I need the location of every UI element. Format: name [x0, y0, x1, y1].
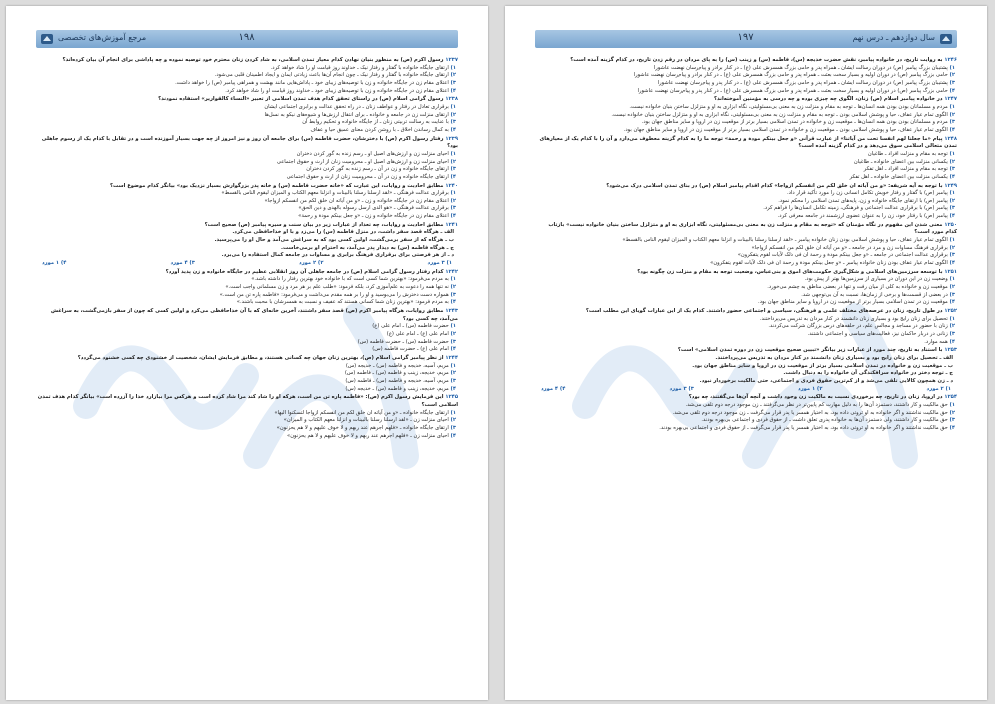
option-marker: ۳) — [450, 119, 456, 126]
question-text: با توجه به آیه شریفه: «و من آیاته ان خلق لکم من انفسکم ازواجا» کدام اقدام پیامبر اسلام (ص) در بنای تمدن اسلامی درک می‌شود؟ — [606, 182, 943, 189]
answer-option — [535, 119, 957, 127]
page-content — [535, 56, 957, 682]
option-marker: ۳) — [949, 252, 955, 259]
answer-option — [36, 80, 458, 88]
question-number: ۱۲۴۳ — [445, 308, 458, 314]
question-text: به روایت تاریخ، در خانواده پیامبر، نقش حضرت خدیجه (س)، فاطمه (س) و زینب (س) را به پای مردان در رقم زدن تاریخ، در کدام گزینه آمده است؟ — [570, 57, 943, 63]
answer-option — [36, 433, 458, 441]
option-marker: ۳) — [450, 424, 456, 431]
option-text: مریم، آسیه، خدیجه و فاطمه (س) ـ خدیجه (س) — [345, 362, 449, 369]
answer-option — [535, 151, 957, 159]
question-number: ۱۲۴۶ — [944, 57, 957, 63]
answer-option — [36, 363, 458, 371]
publisher-logo-icon — [939, 32, 953, 46]
answer-option — [36, 331, 458, 339]
answer-option — [535, 299, 957, 307]
question-text: رفتار رسول اکرم (ص) با دخترشان، حضرت فاطمه (س) برای جامعه آن روز و نیز امروز از چه جهت بسیار آموزنده است و در تقابل با کدام یک از رسوم جاهلی بود؟ — [41, 135, 458, 150]
option-text: ارتقای جایگاه خانواده ـ «فلهم اجرهم عند ربهم و لا خوف علیهم و لا هم یحزنون» — [276, 424, 449, 431]
option-marker: ۴) — [949, 213, 955, 220]
option-marker: ۱) — [949, 103, 955, 110]
option-marker: ۱) — [949, 315, 955, 322]
answer-option — [535, 323, 957, 331]
option-marker: ۴) — [949, 338, 955, 345]
option-text: برقراری فرهنگ مساوات زن و مرد در جامعه ـ «و من آیاته ان خلق لکم من انفسکم ازواجا» — [751, 244, 948, 251]
option-text: حضرت فاطمه (س) ـ حضرت فاطمه (س) — [357, 338, 449, 345]
question-text: کدام رفتار رسول گرامی اسلام (ص) در جامعه جاهلی آن روز انقلابی عظیم در جایگاه خانواده و زن پدید آورد؟ — [165, 268, 444, 275]
statement: ج ـ هرگاه فاطمه (س) به دیدار پدر می‌آمد، به احترام او برمی‌خاست. — [280, 244, 454, 251]
running-head: سال دوازدهم ـ درس نهم — [852, 33, 935, 42]
question-number: ۱۲۳۷ — [445, 57, 458, 63]
option-text: حق مالکیت و کار داشتند، دستمزد آن‌ها را به دلیل مهارت کم پایین‌تر در نظر می‌گرفتند ـ زن موجود درجه دوم تلقی می‌شد. — [685, 401, 948, 408]
option-marker: ۳) — [450, 377, 456, 384]
option-text: پشتیبان بزرگ پیامبر (ص) در دوران رسالت ایشان ـ همراه پدر و حامی بزرگ همسرش علی (ع) ـ در کنار پدر و پیام‌رسان نهضت عاشورا — [657, 79, 948, 86]
page-header — [535, 30, 957, 48]
answer-option — [535, 166, 957, 174]
question — [535, 136, 957, 151]
count-option: ۱) ۲ مورد — [926, 385, 951, 392]
option-text: امام علی (ع) ـ حضرت فاطمه (س) — [372, 346, 449, 353]
question — [36, 269, 458, 277]
answer-option — [535, 276, 957, 284]
option-text: مریم، خدیجه، زینب و فاطمه (س) ـ خدیجه (س) — [345, 385, 449, 392]
option-text: الگوی تمام عیار عفاف، حیا و پوشش اسلامی بودن ـ موقعیت زن و خانواده در تمدن اسلامی بسیار برتر از موقعیت زن در اروپا و سایر مناطق جهان بود. — [623, 126, 948, 133]
option-text: برقراری تعادل در رفتار و عواطف زنان ـ در راه تحقق عدالت و برابری اجتماعی ایشان — [264, 103, 449, 110]
page-number: ۱۹۸ — [238, 32, 255, 43]
option-marker: ۱) — [949, 64, 955, 71]
option-marker: ۱) — [949, 401, 955, 408]
answer-option — [36, 370, 458, 378]
option-text: اعتلای مقام زن در جایگاه خانواده و زن با توصیه‌های زیبای خود ـ پاداش‌هایی مانند بهشت و همراهی پیامبر (ص) را خواهد داشت. — [175, 79, 449, 86]
count-option: ۲) ۱ مورد — [798, 385, 823, 392]
question — [36, 308, 458, 323]
question-number: ۱۲۴۹ — [944, 182, 957, 189]
option-marker: ۴) — [450, 385, 456, 392]
option-marker: ۴) — [450, 87, 456, 94]
option-marker: ۲) — [450, 417, 456, 424]
option-marker: ۳) — [949, 166, 955, 173]
option-text: اعتلای مقام زن در جایگاه خانواده و زن ـ «و جعل بینکم مودة و رحمة» — [298, 213, 449, 220]
option-marker: ۱) — [949, 190, 955, 197]
option-marker: ۳) — [450, 205, 456, 212]
option-marker: ۲) — [949, 72, 955, 79]
option-marker: ۲) — [450, 330, 456, 337]
answer-option — [36, 88, 458, 96]
option-text: حق مالکیت و کار داشتند، ولی دستمزد آن‌ها به خانواده پدری تعلق داشت ـ از حقوق فردی و اجتماعی بی‌بهره بودند. — [701, 417, 948, 424]
answer-option — [36, 292, 458, 300]
page-number: ۱۹۷ — [737, 32, 754, 43]
answer-option — [36, 346, 458, 354]
question-number: ۱۲۵۱ — [944, 268, 957, 275]
question-text: با استناد به تاریخ، چند مورد از عبارات زیر بیانگر «تبیین صحیح موقعیت زن در دوره تمدن اسلامی» است؟ — [677, 347, 943, 354]
answer-option — [535, 104, 957, 112]
answer-option — [36, 299, 458, 307]
option-text: ارتقای جایگاه خانواده با گفتار و رفتار نیک ـ خداوند روز قیامت او را شاد خواهد کرد. — [270, 64, 449, 71]
option-text: ارتقای جایگاه خانواده و زن در آن ـ رسم زنده به گور کردن دختران — [306, 166, 449, 173]
question — [535, 394, 957, 402]
option-text: حق مالکیت نداشتند و اگر خانواده به او ثروتی داده بود، به اختیار همسر یا پدر قرار می‌گرفت ـ از حقوق فردی و اجتماعی بی‌بهره بودند. — [659, 424, 948, 431]
option-text: احیای منزلت زن ـ «لقد ارسلنا رسلنا بالبینات و انزلنا معهم الکتاب و المیزان» — [283, 417, 449, 424]
option-marker: ۲) — [949, 197, 955, 204]
question — [535, 222, 957, 237]
option-text: امام علی (ع) ـ امام علی (ع) — [386, 330, 449, 337]
option-text: حضرت فاطمه (س) ـ امام علی (ع) — [372, 323, 449, 330]
question-number: ۱۲۴۷ — [944, 96, 957, 103]
option-text: موقعیت زن در تمدن اسلامی بسیار برتر از موقعیت زن در اروپا و سایر مناطق جهان بود. — [758, 299, 948, 306]
answer-option — [36, 174, 458, 182]
option-marker: ۲) — [949, 158, 955, 165]
option-marker: ۳) — [949, 119, 955, 126]
option-marker: ۳) — [949, 330, 955, 337]
option-text: موقعیت زن و خانواده به کلی از میان رفت و تنها در بعضی مناطق به چشم می‌خورد. — [767, 284, 948, 291]
option-text: حامی بزرگ پیامبر (ص) در دوران اولیه و بسیار سخت بعثت ـ همراه پدر و حامی بزرگ همسرش علی (ع) ـ در کنار برادر و پیام‌رسان نهضت عاشورا — [633, 72, 948, 79]
option-marker: ۱) — [450, 323, 456, 330]
question-number: ۱۲۳۹ — [445, 135, 458, 142]
option-marker: ۴) — [450, 346, 456, 353]
question-text: رسول گرامی اسلام (ص) در راستای تحقق کدام هدف تمدن اسلامی از تعبیر «النساء کالقوارير» استفاده نمودند؟ — [158, 96, 444, 103]
question-text: از نظر پیامبر گرامی اسلام (ص)، بهترین زنان جهان چه کسانی هستند، و مطابق فرمایش ایشان، شخصیت از خشنودی چه کسی خشنود می‌گردد؟ — [77, 354, 444, 361]
answer-option — [535, 417, 957, 425]
statement: د ـ از هر فرصتی برای برقراری فرهنگ برابری و مساوات در جامعه کمال استفاده را می‌برد. — [221, 252, 454, 259]
count-option: ۴) ۴ مورد — [541, 385, 566, 392]
answer-option — [535, 237, 957, 245]
question-text: مطابق روایات، هرگاه پیامبر اکرم (ص) قصد سفر داشتند، آخرین خانه‌ای که با آن خداحافظی می‌کرد و اولین کسی که چون از سفر بازمی‌گشت، به سراغش می‌آمد، چه کسی بود؟ — [50, 308, 458, 322]
option-text: ارتقای منزلت زن در جامعه و خانواده ـ برای انتقال ارزش‌ها و شیوه‌های نیکو به نسل‌ها — [264, 111, 449, 118]
answer-option — [36, 284, 458, 292]
answer-option — [36, 119, 458, 127]
option-marker: ۱) — [450, 103, 456, 110]
answer-option — [535, 402, 957, 410]
question — [36, 96, 458, 104]
option-text: همه موارد. — [924, 338, 948, 345]
option-marker: ۱) — [450, 190, 456, 197]
question — [36, 183, 458, 191]
answer-option — [36, 410, 458, 418]
answer-option — [535, 190, 957, 198]
count-option: ۲) ۲ مورد — [299, 260, 324, 267]
option-text: ارتقای جایگاه خانواده و زن در آن ـ محرومیت زنان از ارث و حقوق اجتماعی — [286, 173, 449, 180]
question-number: ۱۲۴۴ — [445, 354, 458, 361]
answer-option — [36, 323, 458, 331]
option-text: مریم، آسیه، خدیجه و فاطمه (س) ـ فاطمه (س) — [345, 377, 449, 384]
option-marker: ۱) — [949, 237, 955, 244]
statement: ب ـ موقعیت زن و خانواده در تمدن اسلامی بسیار برتر از موقعیت زن در اروپا و سایر مناطق جهان بود. — [692, 362, 953, 369]
option-marker: ۲) — [949, 323, 955, 330]
option-text: پیامبر (ص) با رفتار خود، زن را به عنوان عضوی ارزشمند در جامعه معرفی کرد. — [777, 213, 948, 220]
answer-option — [36, 276, 458, 284]
option-text: در بعضی از قسمت‌ها و برخی از زمان‌ها، نسبت به آن بی‌توجهی شد. — [801, 291, 948, 298]
answer-option — [36, 378, 458, 386]
option-marker: ۱) — [450, 362, 456, 369]
publisher-logo-icon — [40, 32, 54, 46]
option-text: پیامبر (ص) با ارتقای جایگاه خانواده و زن، پایه‌های تمدن اسلامی را محکم نمود. — [778, 197, 948, 204]
answer-option — [36, 166, 458, 174]
option-text: الگوی تمام عیار عفاف، حیا و پوشش اسلامی بودن ـ توجه به مقام و منزلت زن به معنی بی‌مسئولیتی، نگاه ابزاری به او و متزلزل ساختن بنیان خانواده نیست. — [611, 111, 948, 118]
question-number: ۱۲۴۰ — [445, 182, 458, 189]
question — [535, 347, 957, 355]
right-page — [505, 6, 987, 700]
answer-option — [535, 174, 957, 182]
question-text: با توسعه سرزمین‌های اسلامی و شکل‌گیری حکومت‌های اموی و بنی‌عباس، وضعیت توجه به مقام و منزلت زن چگونه بود؟ — [637, 268, 943, 275]
question-text: مطابق احادیث و روایات، این عبارت که «خانه حضرت فاطمه (س) و خانه پدر بزرگوارش بسیار نزدیک بود» بیانگر کدام موضوع است؟ — [110, 182, 444, 189]
statement: ج ـ توجه دختر در خانواده سرافکندگی آن خانواده را به دنبال داشت. — [783, 370, 953, 377]
answer-option — [535, 112, 957, 120]
option-text: حامی بزرگ پیامبر (ص) در دوران اولیه و بسیار سخت بعثت ـ همراه پدر و حامی بزرگ همسرش علی (ع) ـ در کنار پدر و پیام‌رسان نهضت عاشورا — [637, 87, 948, 94]
option-marker: ۴) — [450, 213, 456, 220]
answer-option — [535, 213, 957, 221]
count-option: ۳) ۴ مورد — [170, 260, 195, 267]
option-text: پیامبر (ص) با گفتار و رفتار خویش تکامل انسانی زن را مورد تأکید قرار داد. — [786, 190, 948, 197]
answer-option — [535, 260, 957, 268]
option-marker: ۱) — [949, 276, 955, 283]
option-marker: ۴) — [949, 87, 955, 94]
option-marker: ۴) — [949, 173, 955, 180]
question-number: ۱۲۴۸ — [944, 135, 957, 142]
question — [535, 308, 957, 316]
option-text: یکسانی منزلت بین اعضای خانواده ـ طاغیان — [853, 158, 948, 165]
statement: ب ـ هرگاه که از سفر برمی‌گشت، اولین کسی بود که به سراغش می‌آمد و حال او را می‌پرسید. — [214, 237, 454, 244]
answer-option — [535, 205, 957, 213]
option-marker: ۳) — [949, 291, 955, 298]
option-marker: ۳) — [450, 338, 456, 345]
option-marker: ۳) — [450, 166, 456, 173]
option-marker: ۳) — [450, 291, 456, 298]
count-option: ۴) ۱ مورد — [42, 260, 67, 267]
option-text: توجه به مقام و منزلت افراد ـ اهل تفکر — [863, 166, 948, 173]
answer-option — [535, 88, 957, 96]
option-text: مردم و مسلمانان بودن بودن همه انسان‌ها ـ توجه به مقام و منزلت زن به معنی بی‌مسئولیتی، نگاه ابزاری به او و متزلزل ساختن بنیان خانواده نیست. — [629, 103, 948, 110]
answer-option — [535, 284, 957, 292]
option-text: پشتیبان بزرگ پیامبر (ص) در دوران رسالت ایشان ـ همراه پدر و حامی بزرگ همسرش علی (ع) ـ در کنار برادر و پیام‌رسان نهضت عاشورا — [653, 64, 948, 71]
option-marker: ۳) — [450, 79, 456, 86]
answer-option — [36, 386, 458, 394]
answer-option — [36, 425, 458, 433]
option-marker: ۴) — [949, 126, 955, 133]
option-text: به کمال رساندن اخلاق ـ با روشن کردن معنای عمیق حیا و عفاف — [310, 126, 449, 133]
question-text: رسول اکرم (ص) به منظور بنیان نهادن کدام معیار تمدن اسلامی، به شاد کردن زنان محترم خود توصیه نموده و چه پاداشی برای انجام آن بیان کرده‌اند؟ — [62, 57, 444, 63]
option-text: وضعیت زن در این دوران در بسیاری از سرزمین‌ها بهتر از پیش بود. — [804, 276, 948, 283]
question — [535, 57, 957, 65]
option-text: مریم، خدیجه، زینب و فاطمه (س) ـ فاطمه (س) — [344, 370, 449, 377]
statement: الف ـ تحصیل برای زنان رایج بود و بسیاری زنان دانشمند در کنار مردان به تدریس می‌پرداختند. — [715, 354, 953, 361]
option-text: برقراری عدالت فرهنگی ـ «لقد ارسلنا رسلنا بالبینات و انزلنا معهم الکتاب و المیزان لیقوم الناس بالقسط» — [221, 190, 449, 197]
answer-option — [36, 190, 458, 198]
question-text: در خانواده پیامبر اسلام (ص) زنان، الگوی چه چیزی بوده و چه درسی به مؤمنین آموخته‌اند؟ — [714, 96, 943, 103]
question-text: مطابق احادیث و روایات، چه تعداد از عبارات زیر در بیان سنت و سیره پیامبر (ص) صحیح است؟ — [204, 221, 444, 228]
option-text: همواره دست دخترش را می‌بوسید و او را بر همه مقدم می‌داشت و می‌فرمود: «فاطمه پاره تن من است.» — [219, 291, 449, 298]
question — [36, 57, 458, 65]
option-text: با عنایت به رسالت تربیتی زنان ـ از جایگاه خانواده و تحکیم روابط آن — [302, 119, 449, 126]
option-marker: ۱) — [949, 150, 955, 157]
option-text: زنانی در دربار حاکمان نیز، فعالیت‌های سیاسی و اجتماعی داشتند. — [807, 330, 948, 337]
answer-option — [36, 72, 458, 80]
question — [535, 183, 957, 191]
option-text: اعتلای مقام زن در جایگاه خانواده و زن ـ «و من آیاته ان خلق لکم من انفسکم ازواجا» — [264, 197, 449, 204]
answer-option — [36, 104, 458, 112]
count-options — [36, 260, 458, 268]
answer-option — [535, 80, 957, 88]
answer-option — [36, 213, 458, 221]
question — [535, 96, 957, 104]
option-text: الگوی تمام عیار عفاف، حیا و پوشش اسلامی بودن زنان خانواده پیامبر ـ «لقد ارسلنا رسلنا بالبینات و انزلنا معهم الکتاب و المیزان لیقوم الناس بالقسط» — [622, 237, 948, 244]
page-header — [36, 30, 458, 48]
option-text: به مردم می‌فرمود: «بهترین شما کسی است که با خانواده خود بهترین رفتار را داشته باشد.» — [251, 276, 449, 283]
question-text: معنی شدن این مفهوم در نگاه مؤمنان که «توجه به مقام و منزلت زن به معنی بی‌مسئولیتی، نگاه ابزاری به او و متزلزل ساختن بنیان خانواده نیست» بازتاب کدام مورد است؟ — [548, 221, 957, 236]
answer-option — [535, 252, 957, 260]
question-number: ۱۲۴۵ — [445, 394, 458, 401]
option-text: تحصیل برای زنان رایج بود و بسیاری زنان دانشمند در کنار مردان به تدریس می‌پرداختند. — [759, 315, 948, 322]
option-text: توجه به مقام و منزلت افراد ـ طاغیان — [867, 150, 948, 157]
answer-option — [535, 292, 957, 300]
option-text: احیای منزلت زن ـ «فلهم اجرهم عند ربهم و لا خوف علیهم و لا هم یحزنون» — [287, 432, 449, 439]
option-marker: ۳) — [949, 79, 955, 86]
question-number: ۱۲۵۲ — [944, 308, 957, 314]
option-marker: ۳) — [949, 417, 955, 424]
option-marker: ۳) — [949, 205, 955, 212]
question-number: ۱۲۴۲ — [445, 268, 458, 275]
answer-option — [535, 127, 957, 135]
option-text: احیای منزلت زن و ارزش‌های اصیل او ـ محرومیت زنان از ارث و حقوق اجتماعی — [276, 158, 449, 165]
count-option: ۱) ۳ مورد — [427, 260, 452, 267]
option-marker: ۴) — [949, 299, 955, 306]
question-number: ۱۲۵۴ — [944, 394, 957, 401]
option-text: برقراری عدالت اجتماعی در جامعه ـ «و جعل بینکم مودة و رحمة ان فی ذلک لآیات لقوم یتفکرون» — [737, 252, 948, 259]
answer-option — [535, 72, 957, 80]
option-marker: ۲) — [949, 244, 955, 251]
answer-option — [36, 417, 458, 425]
page-content — [36, 56, 458, 682]
option-text: مردم و مسلمانان بودن بودن همه انسان‌ها ـ موقعیت زن و خانواده در تمدن اسلامی بسیار برتر از موقعیت زن در اروپا و سایر مناطق جهان بود. — [641, 119, 948, 126]
option-marker: ۴) — [450, 299, 456, 306]
option-text: نه تنها همه را دعوت به علم‌آموزی کرد، بلکه فرمود: «طلب علم بر هر مرد و زن مسلمانی واجب است.» — [225, 284, 449, 291]
running-head: مرجع آموزش‌های تخصصی — [58, 33, 147, 42]
answer-option — [36, 151, 458, 159]
answer-option — [535, 331, 957, 339]
question-number: ۱۲۴۱ — [445, 221, 458, 228]
answer-option — [535, 339, 957, 347]
count-options — [535, 386, 957, 394]
option-marker: ۱) — [450, 409, 456, 416]
option-marker: ۴) — [450, 173, 456, 180]
option-marker: ۲) — [450, 72, 456, 79]
question — [36, 136, 458, 151]
option-marker: ۲) — [450, 111, 456, 118]
option-text: الگوی تمام عیار عفاف بودن زنان خانواده پیامبر ـ «و جعل بینکم مودة و رحمة ان فی ذلک لآیات لقوم یتفکرون» — [710, 260, 948, 267]
option-text: پیامبر (ص) با برقراری عدالت اجتماعی و فرهنگی، زمینه تکامل انسان‌ها را فراهم کرد. — [763, 205, 948, 212]
option-text: به مردم فرمود: «بهترین زنان شما کسانی هستند که عفیف و نسبت به همسرشان با محبت باشند.» — [236, 299, 449, 306]
option-marker: ۴) — [949, 260, 955, 267]
question-text: در اروپا، زنان در تاریخ، چه برخوردی نسبت به مالکیت زن وجود داشت و آنچه آن‌ها می‌گفتند، چه بود؟ — [688, 394, 943, 401]
option-text: اعتلای مقام زن در جایگاه خانواده و زن با توصیه‌های زیبای خود ـ خداوند روز قیامت او را شاد خواهد کرد. — [225, 87, 449, 94]
option-text: زنان با حضور در مساجد و مجالس علم، در حلقه‌های درس بزرگان شرکت می‌کردند. — [768, 323, 948, 330]
question — [36, 394, 458, 409]
answer-option — [36, 339, 458, 347]
statement: د ـ زن همچون کالایی تلقی می‌شد و از کم‌ترین حقوق فردی و اجتماعی، حتی مالکیت برخوردار نبود. — [699, 377, 953, 384]
option-marker: ۱) — [450, 276, 456, 283]
option-marker: ۲) — [450, 370, 456, 377]
question-number: ۱۲۳۸ — [445, 96, 458, 103]
question-text: این فرمایش رسول اکرم (ص): «فاطمه پاره تن من است، هرکه او را شاد کند مرا شاد کرده است و هرکس مرا بیازارد خدا را آزرده است» بیانگر کدام هدف تمدن اسلامی است؟ — [37, 394, 458, 408]
question — [36, 355, 458, 363]
option-text: ارتقای جایگاه خانواده با گفتار و رفتار نیک ـ چون انجام آن‌ها باعث زیادتی ایمان و ایجاد اطمینان قلبی می‌شود. — [214, 72, 449, 79]
option-marker: ۲) — [949, 284, 955, 291]
option-marker: ۴) — [450, 126, 456, 133]
answer-option — [535, 159, 957, 167]
option-text: برقراری عدالت فرهنگی ـ «هو الذی ارسل رسوله بالهدی و دین الحق» — [298, 205, 449, 212]
left-page — [6, 6, 488, 700]
option-text: احیای منزلت زن و ارزش‌های اصیل او ـ رسم زنده به گور کردن دختران — [296, 150, 449, 157]
option-marker: ۲) — [450, 284, 456, 291]
option-text: ارتقای جایگاه خانواده ـ «و من آیاته ان خلق لکم من انفسکم ازواجا لتسکنوا الیها» — [274, 409, 449, 416]
option-marker: ۲) — [949, 111, 955, 118]
option-marker: ۱) — [450, 64, 456, 71]
question-text: در طول تاریخ، زنان در عرصه‌های مختلف علمی و فرهنگی، سیاسی و اجتماعی حضور داشتند. کدام یک از این عبارات گویای این مطلب است؟ — [585, 308, 943, 314]
option-marker: ۲) — [450, 197, 456, 204]
question-number: ۱۲۵۰ — [944, 221, 957, 228]
option-marker: ۲) — [450, 158, 456, 165]
option-marker: ۴) — [949, 424, 955, 431]
answer-option — [36, 205, 458, 213]
option-text: حق مالکیت نداشتند و اگر خانواده به او ثروتی داده بود، به اختیار همسر یا پدر قرار می‌گرفت ـ زن موجود درجه دوم تلقی می‌شد. — [672, 409, 948, 416]
option-text: یکسانی منزلت بین اعضای خانواده ـ اهل تفکر — [849, 173, 948, 180]
option-marker: ۴) — [450, 432, 456, 439]
answer-option — [36, 127, 458, 135]
question — [535, 269, 957, 277]
question-text: پیام «ما جعلنا لهم انفسا تحت من آیاتنا» از عبارت قرآنی «و جعل بینکم مودة و رحمة» توجه ما را به کدام گزینه معطوف می‌دارد و آن را با کدام یک از معیارهای تمدن متعالی اسلامی سوق می‌دهد و در کدام گزینه آمده است؟ — [539, 135, 957, 150]
question-number: ۱۲۵۳ — [944, 347, 957, 354]
answer-option — [535, 425, 957, 433]
option-marker: ۱) — [450, 150, 456, 157]
statement: الف ـ هرگاه قصد سفر داشت، در منزل فاطمه (س) را می‌زد و با او خداحافظی می‌کرد. — [232, 229, 454, 236]
count-option: ۳) ۳ مورد — [669, 385, 694, 392]
option-marker: ۲) — [949, 409, 955, 416]
